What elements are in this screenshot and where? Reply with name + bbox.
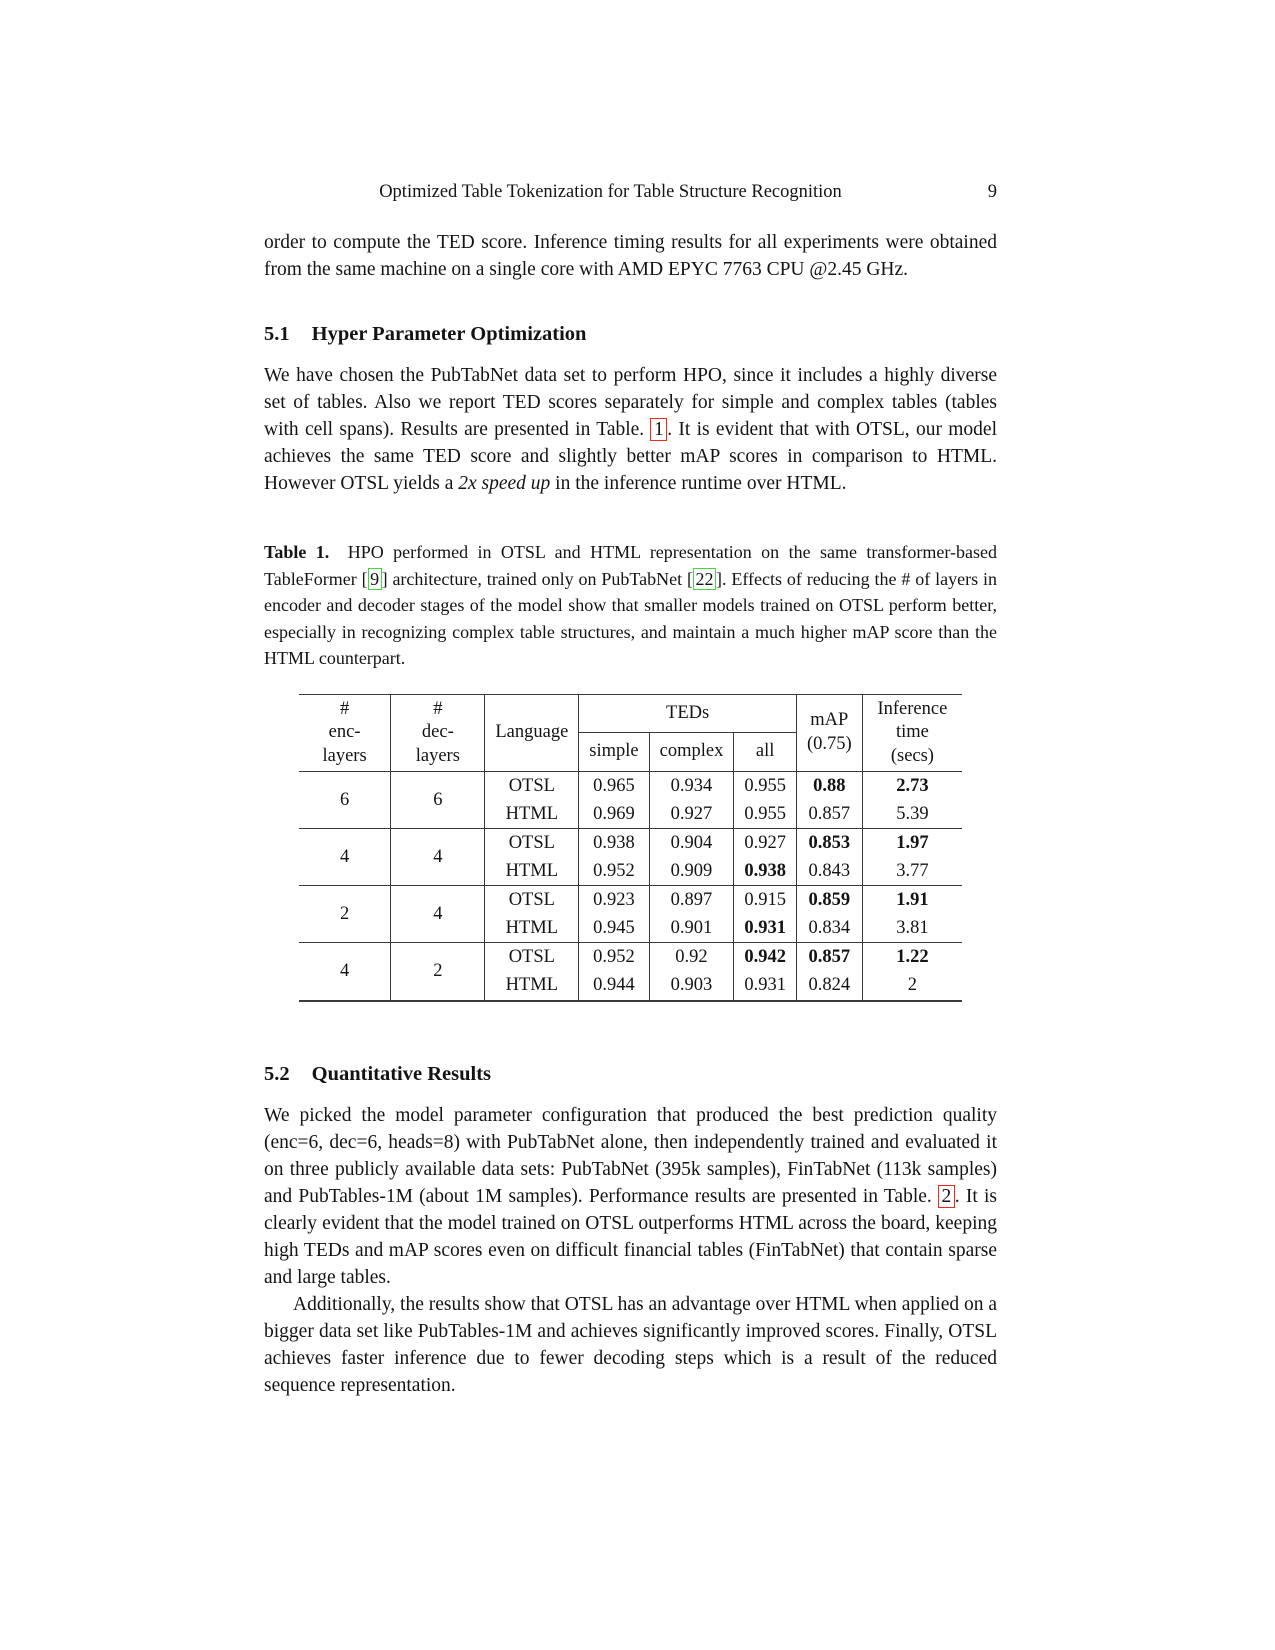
table-cell-map: 0.824 xyxy=(796,971,862,1000)
running-head-title: Optimized Table Tokenization for Table Structure Recognition xyxy=(379,182,842,202)
text-run: [ xyxy=(361,568,368,589)
text-run: ]. Effects of reducing the # of layers in encoder and decoder stages of the model show that smaller models trained on OTSL perform better, especially in recognizing complex table structures, and maintain a much higher mAP score than the HTML counterpart. xyxy=(264,568,997,668)
section-5-1-paragraph xyxy=(264,362,997,497)
table-cell-map: 0.853 xyxy=(796,829,862,858)
text-run: [ xyxy=(686,568,693,589)
table-cell-map: 0.88 xyxy=(796,772,862,801)
table-cell-all: 0.938 xyxy=(734,857,797,886)
table-cell-time: 3.81 xyxy=(862,914,962,943)
table-cell-all: 0.942 xyxy=(734,943,797,972)
text-run: . It is evident that with OTSL, our model achieves the same TED score and slightly better mAP scores in comparison to HTML. However OTSL yields a xyxy=(264,419,997,494)
table-cell-simple: 0.945 xyxy=(579,914,649,943)
table-cell-complex: 0.909 xyxy=(649,857,734,886)
section-number: 5.2 xyxy=(264,1063,290,1085)
header-teds: TEDs xyxy=(579,694,797,733)
table-cell-enc-layers: 4 xyxy=(299,829,391,886)
table-cell-time: 5.39 xyxy=(862,800,962,829)
table-cell-lang: OTSL xyxy=(485,772,579,801)
table-cell-time: 2 xyxy=(862,971,962,1000)
results-table xyxy=(299,694,962,1002)
table-cell-complex: 0.901 xyxy=(649,914,734,943)
page-content xyxy=(264,182,997,1399)
section-5-2-paragraph-2: Additionally, the results show that OTSL has an advantage over HTML when applied on a bigger data set like PubTables-1M and achieves significantly improved scores. Finally, OTSL achieves faster inference due to fewer decoding steps which is a result of the reduced sequence representation. xyxy=(264,1294,997,1396)
table-header xyxy=(299,694,962,772)
text-run: ] architecture, trained only on PubTabNet xyxy=(381,568,687,589)
table-cell-map: 0.859 xyxy=(796,886,862,915)
citation-link[interactable]: 9 xyxy=(368,568,382,590)
table-cell-all: 0.915 xyxy=(734,886,797,915)
table-cell-simple: 0.952 xyxy=(579,857,649,886)
header-inference-time: Inference time (secs) xyxy=(862,694,962,772)
table-cell-complex: 0.92 xyxy=(649,943,734,972)
intro-paragraph: order to compute the TED score. Inference timing results for all experiments were obtained from the same machine on a single core with AMD EPYC 7763 CPU @2.45 GHz. xyxy=(264,232,997,280)
table-cell-complex: 0.903 xyxy=(649,971,734,1000)
section-title: Hyper Parameter Optimization xyxy=(311,323,587,345)
table-cell-map: 0.857 xyxy=(796,943,862,972)
table-cell-dec-layers: 6 xyxy=(391,772,485,829)
section-title: Quantitative Results xyxy=(311,1063,491,1085)
table-cell-map: 0.843 xyxy=(796,857,862,886)
table-cell-complex: 0.927 xyxy=(649,800,734,829)
table-cell-time: 1.97 xyxy=(862,829,962,858)
table-cell-lang: HTML xyxy=(485,914,579,943)
table-cell-simple: 0.938 xyxy=(579,829,649,858)
section-heading-5-1 xyxy=(264,323,997,346)
table-cell-lang: HTML xyxy=(485,800,579,829)
section-heading-5-2 xyxy=(264,1063,997,1086)
header-simple: simple xyxy=(579,733,649,772)
text-run: in the inference runtime over HTML. xyxy=(550,473,847,494)
table-row xyxy=(299,829,962,858)
table-cell-simple: 0.965 xyxy=(579,772,649,801)
table-cell-all: 0.927 xyxy=(734,829,797,858)
table-ref-link[interactable]: 1 xyxy=(650,418,667,441)
table-cell-enc-layers: 2 xyxy=(299,886,391,943)
table-cell-lang: HTML xyxy=(485,971,579,1000)
table-cell-enc-layers: 4 xyxy=(299,943,391,1001)
table-cell-map: 0.857 xyxy=(796,800,862,829)
table-cell-simple: 0.944 xyxy=(579,971,649,1000)
header-complex: complex xyxy=(649,733,734,772)
table-cell-time: 1.22 xyxy=(862,943,962,972)
table-cell-all: 0.931 xyxy=(734,914,797,943)
table-1-caption xyxy=(264,539,997,672)
table-cell-all: 0.955 xyxy=(734,800,797,829)
header-dec-layers: # dec-layers xyxy=(391,694,485,772)
table-row xyxy=(299,886,962,915)
citation-link[interactable]: 22 xyxy=(693,568,716,590)
table-cell-enc-layers: 6 xyxy=(299,772,391,829)
section-5-2-paragraph-1 xyxy=(264,1102,997,1291)
table-row xyxy=(299,943,962,972)
table-1-container xyxy=(264,694,997,996)
table-cell-complex: 0.904 xyxy=(649,829,734,858)
table-cell-time: 1.91 xyxy=(862,886,962,915)
running-head xyxy=(264,182,997,203)
emphasis-text: 2x speed up xyxy=(458,473,551,494)
table-cell-simple: 0.952 xyxy=(579,943,649,972)
table-row xyxy=(299,772,962,801)
table-cell-dec-layers: 4 xyxy=(391,886,485,943)
table-cell-lang: OTSL xyxy=(485,829,579,858)
table-cell-complex: 0.934 xyxy=(649,772,734,801)
table-cell-complex: 0.897 xyxy=(649,886,734,915)
table-cell-dec-layers: 2 xyxy=(391,943,485,1001)
text-run: We picked the model parameter configuration that produced the best prediction quality (enc=6, dec=6, heads=8) with PubTabNet alone, then independently trained and evaluated it on three publicly available data sets: PubTabNet (395k samples), FinTabNet (113k samples) and PubTables-1M (about 1M samples). Performance results are presented in Table. xyxy=(264,1105,997,1207)
table-cell-simple: 0.923 xyxy=(579,886,649,915)
table-body xyxy=(299,772,962,1001)
section-number: 5.1 xyxy=(264,323,290,345)
table-cell-dec-layers: 4 xyxy=(391,829,485,886)
page-number: 9 xyxy=(987,182,997,202)
table-cell-time: 2.73 xyxy=(862,772,962,801)
table-cell-lang: HTML xyxy=(485,857,579,886)
table-ref-link[interactable]: 2 xyxy=(938,1185,955,1208)
header-map: mAP (0.75) xyxy=(796,694,862,772)
header-all: all xyxy=(734,733,797,772)
table-cell-map: 0.834 xyxy=(796,914,862,943)
table-cell-all: 0.931 xyxy=(734,971,797,1000)
text-run: . It is clearly evident that the model trained on OTSL outperforms HTML across the board, keeping high TEDs and mAP scores even on difficult financial tables (FinTabNet) that contain sparse and large tables. xyxy=(264,1186,998,1288)
header-language: Language xyxy=(485,694,579,772)
table-cell-time: 3.77 xyxy=(862,857,962,886)
table-cell-all: 0.955 xyxy=(734,772,797,801)
table-cell-simple: 0.969 xyxy=(579,800,649,829)
table-cell-lang: OTSL xyxy=(485,943,579,972)
header-enc-layers: # enc-layers xyxy=(322,698,367,766)
bold-text: Table 1. xyxy=(264,542,330,562)
text-run: HPO performed in OTSL and HTML representation on the same transformer-based TableFormer xyxy=(264,542,997,589)
table-cell-lang: OTSL xyxy=(485,886,579,915)
text-run: We have chosen the PubTabNet data set to perform HPO, since it includes a highly diverse set of tables. Also we report TED scores separately for simple and complex tables (tables with cell spans). Results are presented in Table. xyxy=(264,365,997,440)
